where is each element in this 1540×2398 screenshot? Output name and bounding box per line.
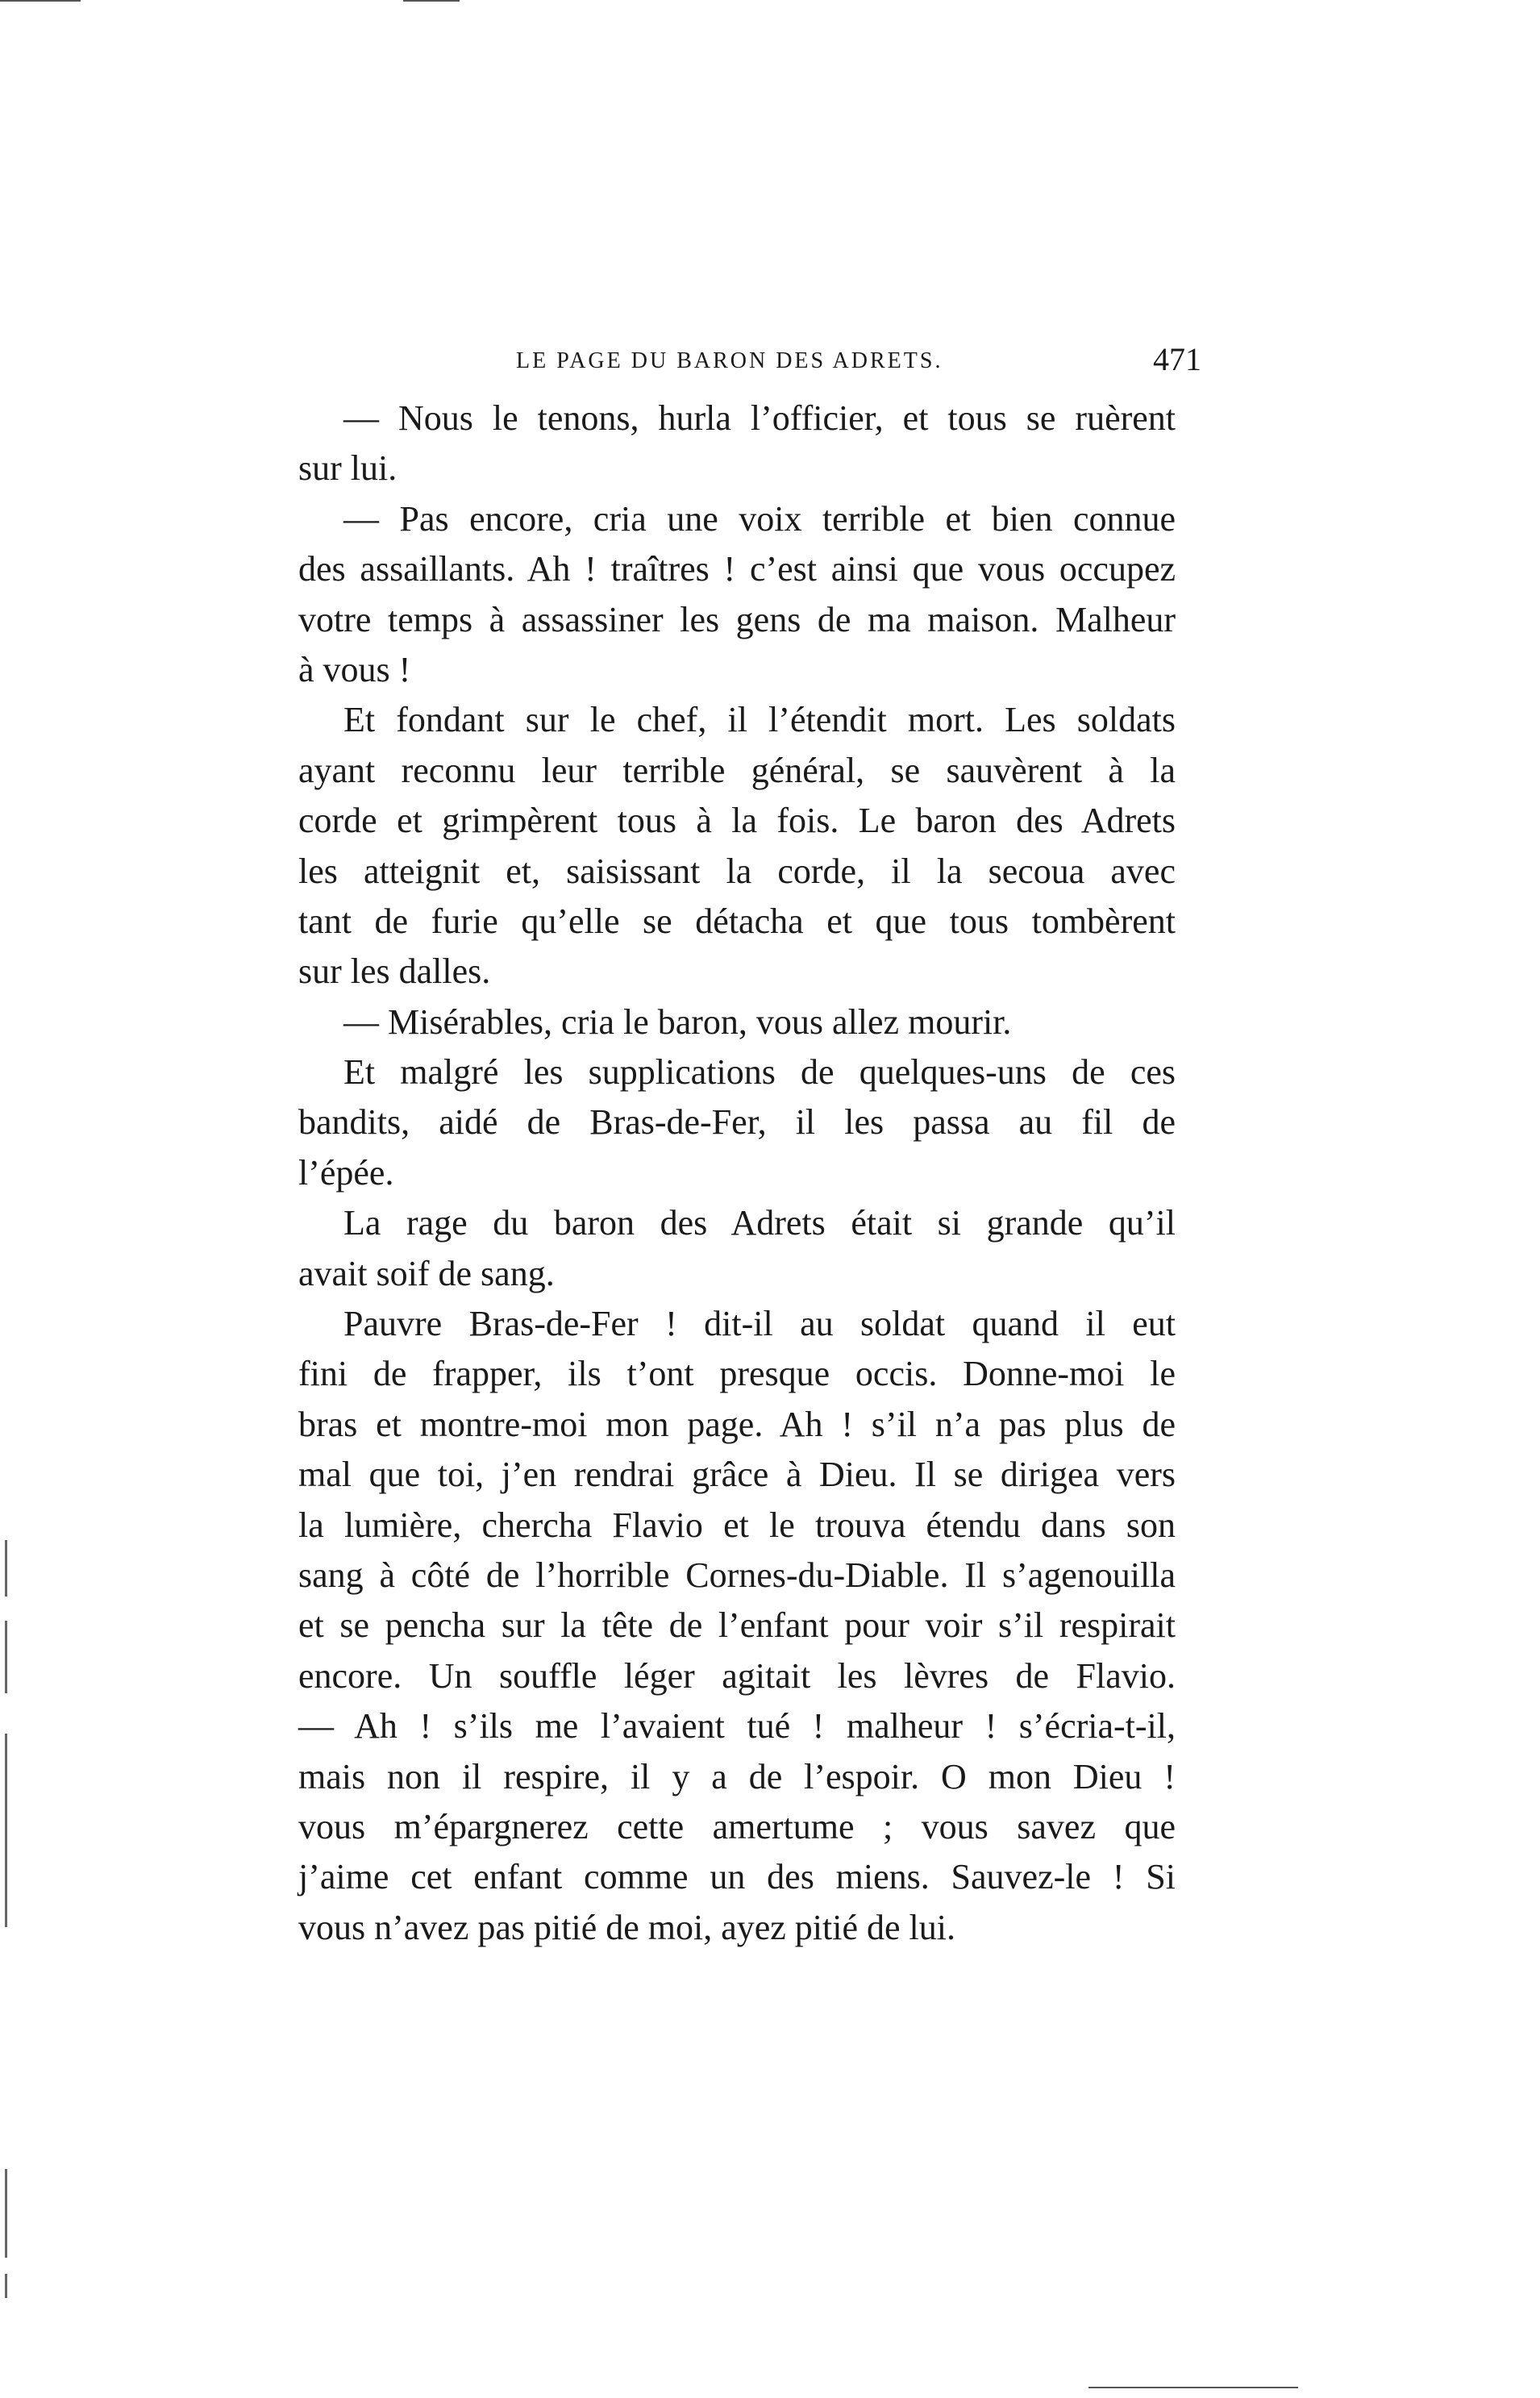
text-line: sur les dalles. [298, 951, 491, 992]
text-line: — Pas encore, cria une voix terrible et bien connue [343, 498, 1176, 539]
text-line: avait soif de sang. [298, 1253, 555, 1293]
scan-artifact-rule [0, 0, 81, 2]
page-number: 471 [1153, 341, 1201, 377]
page-header [298, 339, 1201, 387]
running-title: LE PAGE DU BARON DES ADRETS. [516, 348, 943, 373]
text-line: ayant reconnu leur terrible général, se sauvèrent à la [298, 750, 1176, 790]
scan-artifact-rule [403, 0, 460, 2]
text-line: corde et grimpèrent tous à la fois. Le baron des Adrets [298, 801, 1176, 841]
text-line: mal que toi, j’en rendrai grâce à Dieu. Il se dirigea vers [298, 1455, 1176, 1495]
text-line: fini de frapper, ils t’ont presque occis. Donne-moi le [298, 1354, 1176, 1394]
scan-artifact-mark [5, 2274, 7, 2298]
scan-artifact-rule [1088, 2387, 1298, 2388]
text-line: et se pencha sur la tête de l’enfant pour voir s’il respirait [298, 1605, 1176, 1646]
body-text [298, 393, 1176, 1953]
text-line: — Misérables, cria le baron, vous allez mourir. [343, 1001, 1012, 1042]
text-line: sang à côté de l’horrible Cornes-du-Diable. Il s’agenouilla [298, 1555, 1176, 1595]
text-line: l’épée. [298, 1152, 394, 1193]
text-line: à vous ! [298, 649, 411, 689]
text-line: la lumière, chercha Flavio et le trouva étendu dans son [298, 1505, 1176, 1545]
text-line: — Nous le tenons, hurla l’officier, et tous se ruèrent [343, 398, 1176, 438]
text-line: votre temps à assassiner les gens de ma maison. Malheur [298, 599, 1176, 639]
text-line: Et fondant sur le chef, il l’étendit mort. Les soldats [343, 700, 1176, 740]
text-line: les atteignit et, saisissant la corde, il la secoua avec [298, 851, 1176, 891]
text-line: vous m’épargnerez cette amertume ; vous savez que [298, 1806, 1176, 1846]
text-line: encore. Un souffle léger agitait les lèvres de Flavio. [298, 1655, 1176, 1696]
scan-artifact-mark [5, 2169, 7, 2258]
text-line: bras et montre-moi mon page. Ah ! s’il n’a pas plus de [298, 1404, 1176, 1444]
scan-artifact-mark [5, 1540, 7, 1597]
text-line: La rage du baron des Adrets était si grande qu’il [343, 1203, 1176, 1243]
text-line: sur lui. [298, 448, 397, 489]
text-line: mais non il respire, il y a de l’espoir. O mon Dieu ! [298, 1756, 1176, 1796]
text-line: des assaillants. Ah ! traîtres ! c’est ainsi que vous occupez [298, 549, 1176, 589]
text-line: bandits, aidé de Bras-de-Fer, il les passa au fil de [298, 1102, 1176, 1143]
text-line: Pauvre Bras-de-Fer ! dit-il au soldat quand il eut [343, 1304, 1176, 1344]
scan-artifact-mark [5, 1734, 7, 1927]
scan-artifact-mark [5, 1621, 7, 1693]
text-line: — Ah ! s’ils me l’avaient tué ! malheur ! s’écria-t-il, [298, 1706, 1176, 1746]
text-line: vous n’avez pas pitié de moi, ayez pitié de lui. [298, 1907, 955, 1947]
text-line: Et malgré les supplications de quelques-uns de ces [343, 1052, 1176, 1093]
text-line: tant de furie qu’elle se détacha et que tous tombèrent [298, 901, 1176, 941]
text-line: j’aime cet enfant comme un des miens. Sauvez-le ! Si [298, 1857, 1176, 1897]
